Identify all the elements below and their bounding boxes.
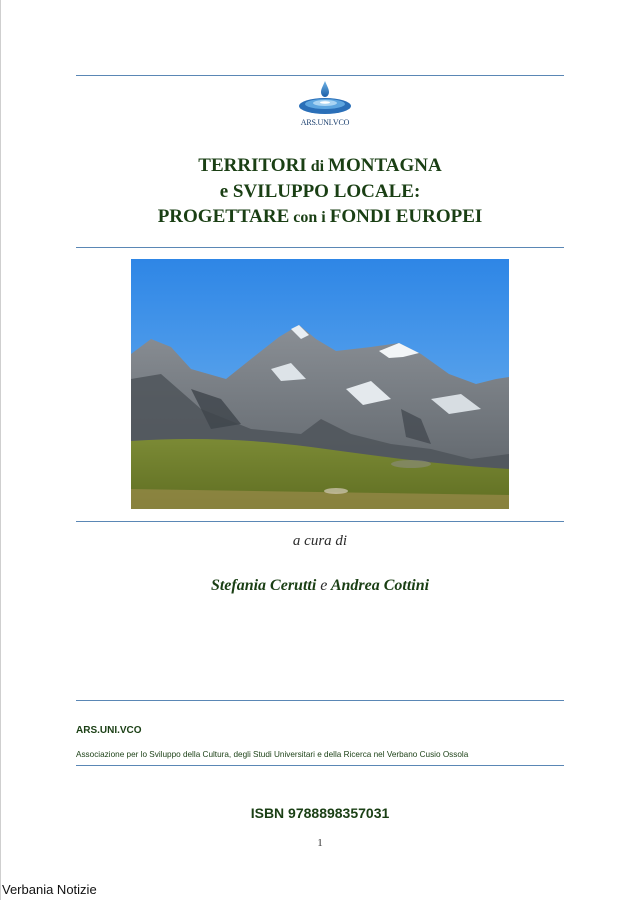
title-word: di bbox=[310, 158, 325, 175]
title-line-1 bbox=[76, 156, 564, 175]
publisher-name: ARS.UNI.VCO bbox=[76, 725, 142, 736]
isbn: ISBN 9788898357031 bbox=[250, 805, 390, 821]
page-number: 1 bbox=[317, 837, 323, 849]
top-rule bbox=[76, 75, 564, 76]
author-conjunction: e bbox=[320, 577, 328, 594]
publisher-logo bbox=[297, 80, 353, 130]
publisher-rule-bottom bbox=[76, 765, 564, 766]
authors-line bbox=[76, 577, 564, 595]
logo-label: ARS.UNI.VCO bbox=[300, 118, 350, 127]
mountain-photo bbox=[131, 259, 509, 509]
title-word: con i bbox=[293, 209, 326, 226]
publisher-description: Associazione per lo Sviluppo della Cultura, degli Studi Universitari e della Ricerca nel Verbano Cusio Ossola bbox=[76, 750, 469, 759]
title-word: TERRITORI bbox=[198, 155, 307, 176]
mountain-landscape-image bbox=[131, 259, 509, 509]
title-line-3 bbox=[76, 207, 564, 226]
watermark: Verbania Notizie bbox=[2, 882, 97, 897]
title-rule bbox=[76, 247, 564, 248]
water-drop-icon bbox=[297, 80, 353, 120]
photo-rule bbox=[76, 521, 564, 522]
publisher-rule-top bbox=[76, 700, 564, 701]
title-word: MONTAGNA bbox=[328, 155, 442, 176]
title-word: e SVILUPPO LOCALE: bbox=[219, 181, 421, 202]
author-name: Andrea Cottini bbox=[330, 577, 430, 594]
title-word: PROGETTARE bbox=[157, 206, 290, 227]
title-line-2 bbox=[76, 182, 564, 201]
editor-intro: a cura di bbox=[292, 533, 348, 549]
author-name: Stefania Cerutti bbox=[210, 577, 317, 594]
title-word: FONDI EUROPEI bbox=[329, 206, 483, 227]
